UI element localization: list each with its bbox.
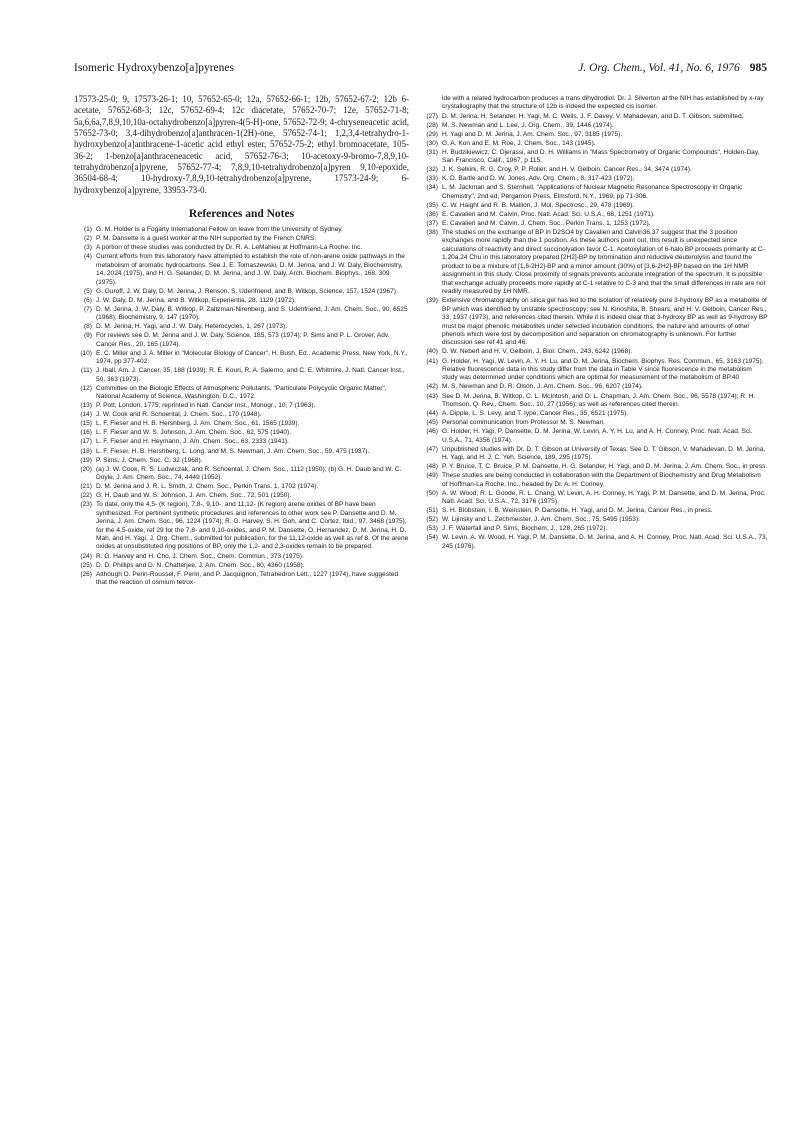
reference-item [74, 571, 409, 588]
reference-number: (54) [426, 534, 438, 542]
reference-item [418, 428, 768, 445]
reference-item [418, 140, 768, 148]
reference-text: J. Iball, Am. J. Cancer, 35, 188 (1939); R. E. Kouri, R. A. Salerno, and C. E. Whitmire, J. Natl. Cancer Inst., 50, 363 (1973). [96, 367, 405, 383]
reference-item [418, 229, 768, 297]
reference-item [418, 297, 768, 348]
reference-item [418, 358, 768, 383]
reference-number: (30) [426, 139, 438, 147]
reference-number: (6) [83, 296, 92, 304]
reference-text: D. M. Jerina, H. Yagi, and J. W. Daly, Heterocycles, 1, 267 (1973). [96, 323, 288, 331]
reference-text: E. Cavalieri and M. Calvin, J. Chem. Soc., Perkin Trans. 1, 1253 (1972). [442, 219, 651, 227]
reference-text: P. Sims, J. Chem. Soc. C, 32 (1968). [96, 456, 203, 464]
reference-number: (41) [426, 357, 438, 365]
reference-number: (17) [80, 438, 92, 446]
reference-text: D. W. Nebert and H. V. Gelboin, J. Biol. Chem., 243, 6242 (1968). [442, 348, 633, 356]
reference-item [74, 226, 409, 234]
reference-text: G. Holder, H. Yagi, P. Dansette, D. M. Jerina, W. Levin, A. Y. H. Lu, and A. H. Conney, Proc. Natl. Acad. Sci. U.S.A., 71, 4356 (1974). [442, 428, 753, 444]
reference-item [418, 534, 768, 551]
reference-number: (7) [83, 305, 92, 313]
reference-text: A portion of these studies was conducted by Dr. R. A. LeMahieu at Hoffmann-La Roche, Inc. [96, 244, 363, 252]
reference-number: (8) [83, 323, 92, 331]
reference-item [418, 175, 768, 183]
reference-item [74, 457, 409, 465]
reference-number: (44) [426, 410, 438, 417]
running-title: Isomeric Hydroxybenzo[a]pyrenes [74, 62, 234, 74]
reference-text: E. Cavalieri and M. Calvin, Proc. Natl. Acad. Sci. U.S.A., 68, 1251 (1971). [442, 210, 655, 218]
reference-text: L. F. Fieser and W. S. Johnson, J. Am. Chem. Soc., 62, 575 (1940). [96, 429, 292, 437]
reference-item [418, 220, 768, 228]
reference-text: G. H. Daub and W. S. Johnson, J. Am. Chem. Soc., 72, 501 (1950). [96, 492, 292, 500]
reference-text: J. W. Daly, D. M. Jerina, and B. Witkop, Experientia, 28, 1129 (1972). [96, 296, 296, 304]
reference-text: Although O. Perin-Roussel, F. Perin, and P. Jacquignon, Tetrahedron Lett., 1227 (1974), have suggested that the reaction of osmium tetrox- [96, 570, 399, 587]
reference-item [418, 202, 768, 210]
reference-item [74, 420, 409, 428]
reference-number: (29) [426, 130, 438, 138]
reference-item [74, 297, 409, 305]
reference-number: (37) [426, 219, 438, 227]
reference-number: (5) [83, 287, 92, 295]
left-column [74, 94, 409, 588]
reference-item [74, 466, 409, 483]
reference-text: For reviews see D. M. Jerina and J. W. Daly, Science, 185, 573 (1974); P. Sims and P. L. Grover, Adv. Cancer Res., 20, 165 (1974). [96, 332, 390, 348]
reference-continuation: ide with a related hydrocarbon produces a trans dihydrodiol. Dr. J. Silverton at the NIH has established by x-ray crystallography that the structure of 12b is indeed the expected cis isomer. [442, 95, 764, 111]
reference-item [74, 411, 409, 419]
reference-text: A. Dipple, L. S. Levy, and T. Iype, Cancer Res., 35, 6521 (1975). [442, 410, 629, 417]
reference-text: G. A. Kon and E. M. Roe, J. Chem. Soc., 143 (1945). [442, 139, 596, 147]
reference-item [418, 131, 768, 139]
reference-text: D. M. Jerina and J. R. L. Smith, J. Chem. Soc., Perkin Trans. 1, 1702 (1974). [96, 483, 319, 491]
reference-item [74, 483, 409, 491]
reference-number: (47) [426, 445, 438, 453]
running-header [74, 62, 767, 78]
reference-number: (14) [80, 411, 92, 419]
reference-text: P. M. Dansette is a guest worker at the NIH supported by the French CNRS. [96, 235, 317, 243]
reference-number: (3) [83, 244, 92, 252]
reference-item [74, 448, 409, 456]
reference-number: (12) [80, 384, 92, 392]
reference-item [418, 184, 768, 201]
reference-text: J. K. Selkirk, R. G. Croy, P. P. Roller, and H. V. Gelboin, Cancer Res., 34, 3474 (1974). [442, 166, 692, 174]
reference-text: Personal communication from Professor M. S. Newman. [442, 419, 606, 427]
reference-item [418, 122, 768, 130]
reference-text: (a) J. W. Cook, R. S. Ludwiczak, and R. Schoental, J. Chem. Soc., 1112 (1950); (b) G. H. Daub and W. C. Doyle, J. Am. Chem. Soc., 74, 4449 (1952). [96, 465, 402, 482]
reference-text: Unpublished studies with Dr. D. T. Gibson at University of Texas. See D. T. Gibson, V. Mahadevan, D. M. Jerina, H. Yagi, and H. J. C. Yeh, Science, 189, 295 (1975). [442, 445, 766, 462]
reference-number: (40) [426, 348, 438, 356]
reference-item [74, 244, 409, 252]
reference-number: (13) [80, 402, 92, 410]
reference-text: J. F. Waterfall and P. Sims, Biochem. J., 128, 265 (1972). [442, 525, 608, 533]
reference-number: (33) [426, 175, 438, 183]
reference-item [74, 332, 409, 349]
reference-item [418, 383, 768, 391]
reference-text: D. D. Phillips and D. N. Chatterjee, J. Am. Chem. Soc., 80, 4360 (1958). [96, 561, 305, 569]
reference-item [418, 419, 768, 427]
reference-item [418, 410, 768, 418]
page-number: 985 [749, 62, 767, 74]
reference-item [74, 253, 409, 287]
reference-number: (2) [83, 235, 92, 243]
reference-item [418, 446, 768, 463]
reference-number: (22) [80, 492, 92, 500]
reference-number: (52) [426, 516, 438, 524]
reference-item [74, 288, 409, 296]
reference-item [74, 492, 409, 500]
reference-text: L. F. Fieser and H. B. Hershberg, J. Am. Chem. Soc., 61, 1565 (1939). [96, 420, 300, 428]
reference-number: (35) [426, 201, 438, 209]
reference-number: (23) [80, 501, 92, 509]
reference-item [74, 553, 409, 561]
reference-item [418, 463, 768, 471]
reference-item [74, 350, 409, 367]
reference-text: R. G. Harvey and H. Cho, J. Chem. Soc., Chem. Commun., 373 (1975). [96, 552, 304, 560]
reference-number: (39) [426, 297, 438, 305]
reference-number: (25) [80, 561, 92, 569]
reference-item [74, 367, 409, 384]
reference-text: To date, only the 4,5- (K region), 7,8-, 9,10-, and 11,12- (K region) arene oxides of BP have been synthesized. For pertinent synthetic procedures and references to other work see P. Dansette and D. M. Jerina, J. Am. Chem. Soc., 96, 1224 (1974); R. G. Harvey, S. H. Goh, and C. Cortez, Ibid., 97, 3468 (1975), for the 4,5-oxide, ref 29 for the 7,8- and 9,10-oxides, and P. M. Dansette, O. Hernandez, D. M. Jerina, H. D. Mah, and H. Yagi, J. Org. Chem., submitted for publication, for the 11,12-oxide as well as ref 8. Of the arene oxides at unsubstituted ring positions of BP, only the 1,2- and 2,3-oxides remain to be prepared. [96, 501, 409, 551]
reference-number: (43) [426, 392, 438, 400]
reference-item [418, 525, 768, 533]
reference-item [418, 211, 768, 219]
reference-item [418, 472, 768, 489]
reference-text: D. M. Jerina, H. Selander, H. Yagi, M. C. Wells, J. F. Davey, V. Mahadevan, and D. T. Gibson, submitted. [442, 112, 744, 120]
reference-text: E. C. Miller and J. A. Miller in "Molecular Biology of Cancer", H. Bush, Ed., Academic Press, New York, N.Y., 1974, pp 377-402. [96, 349, 408, 366]
reference-item [418, 149, 768, 166]
reference-number: (46) [426, 428, 438, 436]
journal-name: J. Org. Chem., Vol. 41, No. 6, 1976 [578, 62, 740, 74]
reference-number: (16) [80, 429, 92, 437]
reference-text: G. M. Holder is a Fogarty International Fellow on leave from the University of Sydney. [96, 226, 343, 234]
reference-number: (20) [80, 465, 92, 473]
reference-item [74, 323, 409, 331]
reference-item [418, 490, 768, 507]
reference-text: J. W. Cook and R. Schoental, J. Chem. Soc., 170 (1948). [96, 411, 262, 419]
references-heading: References and Notes [188, 208, 295, 221]
right-reference-list [418, 113, 768, 552]
reference-item [74, 438, 409, 446]
reference-number: (21) [80, 483, 92, 491]
reference-text: These studies are being conducted in collaboration with the Department of Biochemistry and Drug Metabolism of Hoffman-La Roche, Inc., headed by Dr. A. H. Conney. [442, 472, 761, 488]
reference-text: W. Lijinsky and L. Zechmeister, J. Am. Chem. Soc., 75, 5495 (1953). [442, 516, 640, 524]
left-reference-list [74, 226, 409, 587]
reference-text: C. W. Haight and R. B. Mallion, J. Mol. Spectrosc., 29, 478 (1969). [442, 201, 635, 209]
reference-item [418, 166, 768, 174]
reference-item [74, 306, 409, 323]
reference-number: (36) [426, 210, 438, 218]
reference-text: W. Levin, A. W. Wood, H. Yagi, P. M. Dansette, D. M. Jerina, and A. H. Conney, Proc. Natl. Acad. Sci. U.S.A., 73, 245 (1976). [442, 534, 768, 550]
reference-number: (26) [80, 570, 92, 578]
reference-text: H. Yagi and D. M. Jerina, J. Am. Chem. Soc., 97, 3185 (1975). [442, 130, 623, 138]
reference-text: L. M. Jackman and S. Sternhell, "Applications of Nuclear Magnetic Resonance Spectroscopy in Organic Chemistry", 2nd ed, Pergamon Press, Elmsford, N.Y., 1969, pp 71-306. [442, 184, 743, 200]
reference-text: Current efforts from this laboratory have attempted to establish the role of non-arene oxide pathways in the metabolism of aromatic hydrocarbons. See J. E. Tomaszewski, D. M. Jerina, and J. W. Daly, Biochemistry, 14, 2024 (1975), and H. G. Selander, D. M. Jerina, and J. W. Daly, Arch. Biochem. Biophys., 168, 309 (1975). [96, 253, 405, 286]
reference-number: (4) [83, 253, 92, 261]
reference-number: (32) [426, 166, 438, 174]
reference-item [74, 385, 409, 402]
reference-item [74, 235, 409, 243]
reference-text: See D. M. Jerina, B. Witkop, C. L. McIntosh, and O. L. Chapman, J. Am. Chem. Soc., 96, 5578 (1974); R. H. Thomson, Q. Rev., Chem. Soc., 10, 27 (1956); as well as references cited therein. [442, 392, 756, 408]
reference-number: (31) [426, 148, 438, 156]
reference-item [74, 562, 409, 570]
reference-text: L. F. Fieser and H. Heymann, J. Am. Chem. Soc., 63, 2333 (1941). [96, 438, 289, 446]
journal-citation [578, 62, 767, 74]
reference-text: M. S. Newman and L. Lee, J. Org. Chem., 39, 1446 (1974). [442, 121, 614, 129]
reference-text: P. Pott, London, 1775; reprinted in Natl. Cancer Inst., Monogr., 10, 7 (1963). [96, 402, 316, 410]
reference-number: (27) [426, 112, 438, 120]
reference-text: L. F. Fieser, H. B. Hershberg, L. Long, and M. S. Newman, J. Am. Chem. Soc., 59, 475 (1937). [96, 447, 370, 455]
right-column [418, 95, 768, 552]
reference-text: A. W. Wood, R. L. Goode, R. L. Chang, W. Levin, A. H. Conney, H. Yagi, P. M. Dansette, and D. M. Jerina, Proc. Natl. Acad. Sci. U.S.A., 72, 3176 (1975). [442, 489, 766, 506]
reference-text: D. M. Jerina, J. W. Daly, B. Witkop, P. Zaltzman-Nirenberg, and S. Udenfriend, J. Am. Chem. Soc., 90, 6525 (1968); Biochemistry, 9, 147 (1970). [96, 305, 408, 322]
reference-number: (9) [83, 332, 92, 340]
reference-number: (42) [426, 383, 438, 391]
reference-item [418, 393, 768, 410]
reference-text: Extensive chromatography on silica gel has led to the isolation of relatively pure 3-hydroxy BP as a metabolite of BP which was identified by unstable spectroscopy; see N. Kinoshita, B. Shears, and H. V. Gelboin, Cancer Res., 33, 1937 (1973), and references cited therein. While it is indeed clear that 3-hydroxy BP as well as 9-hydroxy BP must be major phenolic metabolites under selected incubation conditions, the nature and amounts of other phenols which were lost by decomposition and separation on chromatography is unknown. For further discussion see ref 41 and 46. [442, 297, 768, 347]
reference-number: (28) [426, 121, 438, 129]
reference-number: (11) [80, 367, 92, 375]
reference-item [418, 516, 768, 524]
reference-number: (38) [426, 228, 438, 236]
reference-text: G. Guroff, J. W. Daly, D. M. Jerina, J. Renson, S. Udenfriend, and B. Witkop, Science, 157, 1524 (1967). [96, 287, 398, 295]
reference-item [74, 402, 409, 410]
reference-item [418, 348, 768, 356]
reference-item [418, 113, 768, 121]
reference-item [418, 507, 768, 515]
reference-number: (1) [83, 226, 92, 234]
reference-text: M. S. Newman and D. R. Olson, J. Am. Chem. Soc., 96, 6207 (1974). [442, 383, 643, 391]
reference-number: (24) [80, 552, 92, 560]
reference-text: S. H. Blobstein, I. B. Weinstein, P. Dansette, H. Yagi, and D. M. Jerina, Cancer Res., in press. [442, 507, 713, 515]
reference-text: K. D. Bartle and D. W. Jones, Adv. Org. Chem., 8, 317-423 (1972). [442, 175, 635, 183]
reference-number: (45) [426, 419, 438, 427]
reference-number: (34) [426, 184, 438, 192]
reference-number: (49) [426, 472, 438, 480]
reference-text: P. Y. Bruice, T. C. Bruice, P. M. Dansette, H. G. Selander, H. Yagi, and D. M. Jerina, J. Am. Chem. Soc., in press. [442, 463, 768, 471]
reference-text: Committee on the Biologic Effects of Atmospheric Pollutants, "Particulate Polycyclic Organic Matter", National Academy of Science, Washington, D.C., 1972. [96, 384, 387, 401]
reference-number: (48) [426, 463, 438, 471]
reference-text: G. Holder, H. Yagi, W. Levin, A. Y. H. Lu, and D. M. Jerina, Biochem. Biophys. Res. Commun., 65, 3163 (1975). Relative fluorescence data in this study differ from the data in Table V since fluorescence in the metabolism study was determined under conditions which are optimal for measurement of the metabolism of BP.40 [442, 357, 764, 382]
reference-number: (18) [80, 447, 92, 455]
reference-text: H. Budzikiewicz, C. Djerassi, and D. H. Williams in "Mass Spectrometry of Organic Compounds", Holden-Day, San Francisco, Calif., 1967, p 115. [442, 148, 760, 165]
reference-text: The studies on the exchange of BP in D2SO4 by Cavalieri and Calvin36,37 suggest that the 3 position exchanges more rapidly than the 1 position. As these authors point out, this result is unexpected since calculations of reactivity and direct succinolyation favor C-1. Acetoxylation of 6-halo BP proceeds primarily at C-1.20a,24 Chu in this laboratory prepared [2H2]-BP by bromination and reductive deuterolysis and found the product to be a mixture of [1,6-2H2]-BP and a minor amount (30%) of [3,6-2H2]-BP based on the 1H NMR assignment in this study. Close proximity of signals prevents accurate integration of the spectrum. It is possible that exchange actually proceeds more rapidly at C-1 relative to C-3 and that the small differences in rate are not readily measured by 1H NMR. [442, 228, 766, 296]
reference-number: (51) [426, 507, 438, 515]
reference-number: (19) [80, 456, 92, 464]
registry-numbers: 17573-25-0; 9, 17573-26-1; 10, 57652-65-0; 12a, 57652-66-1; 12b, 57652-67-2; 12b 6-acetate, 57652-68-3; 12c, 57652-69-4; 12c diacetate, 57652-70-7; 12e, 57652-71-8; 5a,6,6a,7,8,9,10,10a-octahydrobenzo[a]pyren-4(5-H)-one, 57652-72-9; 4-chryseneacetic acid, 57652-73-0; 3,4-dihydrobenzo[a]anthracen-1(2H)-one, 57652-74-1; 1,2,3,4-tetrahydro-1-hydroxybenzo[a]anthracene-1-acetic acid ethyl ester, 57652-75-2; ethyl bromoacetate, 105-36-2; 1-benzo[a]anthraceneacetic acid, 57652-76-3; 10-acetoxy-9-bromo-7,8,9,10-tetrahydrobenzo[a]pyrene, 57652-77-4; 7,8,9,10-tetrahydrobenzo[a]pyren 9,10-epoxide, 36504-68-4; 10-hydroxy-7,8,9,10-tetrahydrobenzo[a]pyrene, 17573-24-9; 6-hydroxybenzo[a]pyrene, 33953-73-0. [74, 94, 409, 195]
reference-item [74, 429, 409, 437]
reference-number: (53) [426, 525, 438, 533]
reference-number: (15) [80, 420, 92, 428]
reference-number: (50) [426, 489, 438, 497]
reference-number: (10) [80, 349, 92, 357]
reference-item [74, 501, 409, 552]
